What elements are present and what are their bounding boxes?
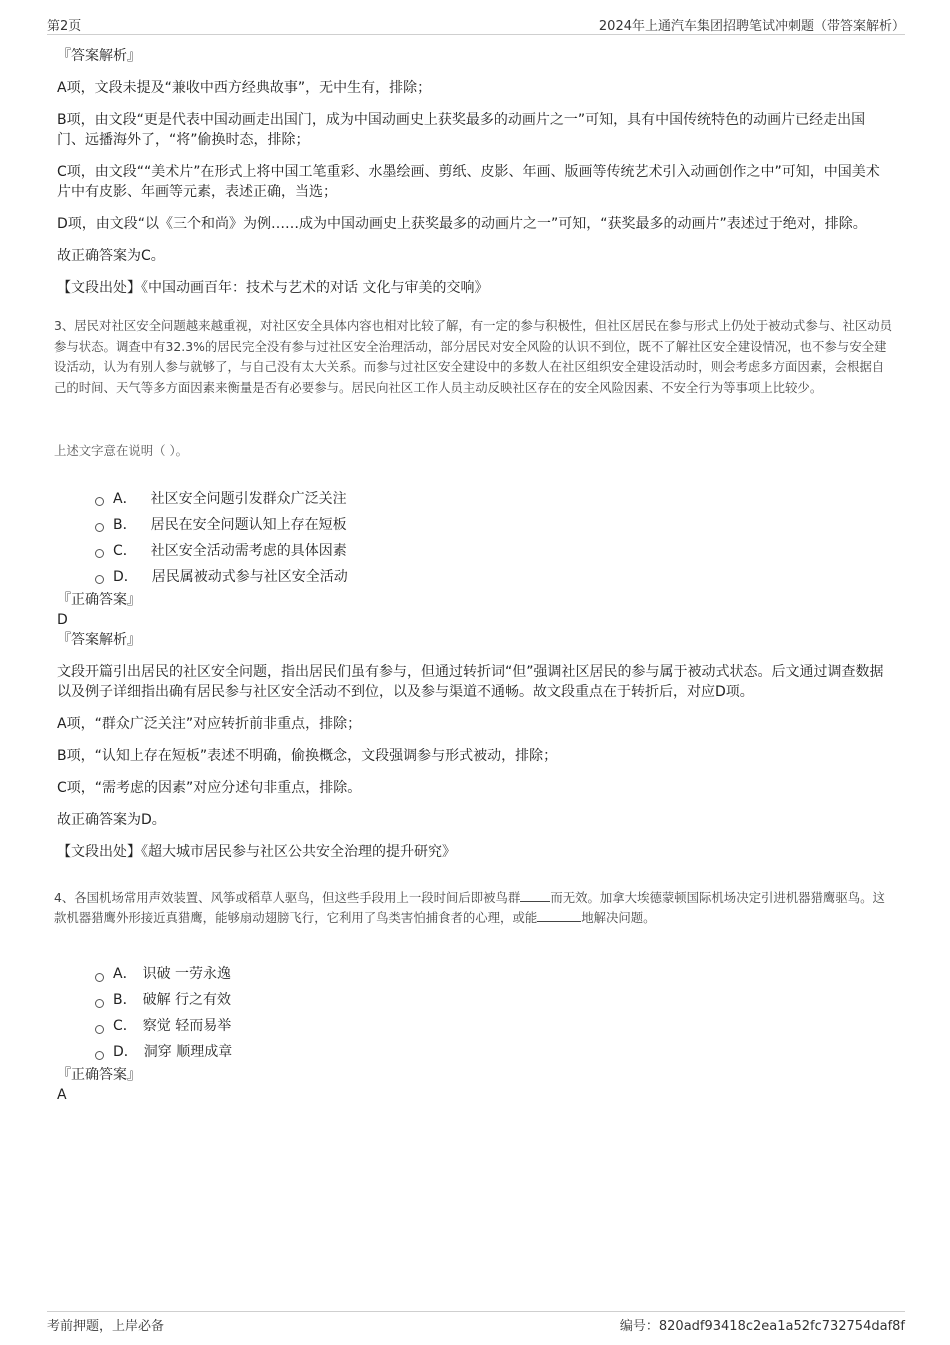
option-text: 破解 行之有效 xyxy=(142,992,232,1009)
radio-icon[interactable] xyxy=(95,549,104,558)
analysis-conclusion: 故正确答案为D。 xyxy=(57,811,166,828)
answer-value: D xyxy=(57,611,68,628)
analysis-paragraph: D项，由文段“以《三个和尚》为例……成为中国动画史上获奖最多的动画片之一”可知，“获奖最多的动画片”表述过于绝对，排除。 xyxy=(57,216,867,232)
radio-icon[interactable] xyxy=(95,999,104,1008)
option-c[interactable] xyxy=(95,538,892,564)
answer-label: 『正确答案』 xyxy=(57,591,141,608)
option-letter: B． xyxy=(113,992,137,1009)
option-a[interactable] xyxy=(95,961,892,987)
footer-slogan: 考前押题，上岸必备 xyxy=(47,1319,165,1334)
analysis-paragraph: B项，由文段“更是代表中国动画走出国门，成为中国动画史上获奖最多的动画片之一”可知，具有中国传统特色的动画片已经走出国门、远播海外了，“将”偷换时态，排除； xyxy=(57,112,866,148)
option-letter: C． xyxy=(113,542,137,559)
option-list xyxy=(95,961,892,1065)
option-text: 察觉 轻而易举 xyxy=(142,1018,232,1035)
radio-icon[interactable] xyxy=(95,497,104,506)
page-footer xyxy=(47,1311,905,1336)
option-d[interactable] xyxy=(95,564,892,590)
analysis-paragraph: C项，“需考虑的因素”对应分述句非重点，排除。 xyxy=(57,779,362,796)
option-c[interactable] xyxy=(95,1013,892,1039)
analysis-paragraph: A项，“群众广泛关注”对应转折前非重点，排除； xyxy=(57,715,362,732)
option-text: 居民属被动式参与社区安全活动 xyxy=(151,568,348,585)
radio-icon[interactable] xyxy=(95,973,104,982)
radio-icon[interactable] xyxy=(95,575,104,584)
analysis-conclusion: 故正确答案为C。 xyxy=(57,248,165,264)
option-letter: A． xyxy=(113,966,137,983)
radio-icon[interactable] xyxy=(95,1051,104,1060)
option-text: 社区安全活动需考虑的具体因素 xyxy=(150,542,347,559)
radio-icon[interactable] xyxy=(95,1025,104,1034)
analysis-paragraph: C项，由文段““美术片”在形式上将中国工笔重彩、水墨绘画、剪纸、皮影、年画、版画等传统艺术引入动画创作之中”可知，中国美术片中有皮影、年画等元素，表述正确，当选； xyxy=(57,164,880,200)
option-text: 洞穿 顺理成章 xyxy=(143,1044,233,1061)
option-letter: A． xyxy=(113,490,137,507)
question-text: 3、居民对社区安全问题越来越重视，对社区安全具体内容也相对比较了解，有一定的参与积极性，但社区居民在参与形式上仍处于被动式参与、社区动员参与状态。调查中有32.3%的居民完全没有参与过社区安全治理活动，部分居民对安全风险的认识不到位，既不了解社区安全建设情况，也不参与安全建设活动，认为有别人参与就够了，与自己没有太大关系。而参与过社区安全建设中的多数人在社区组织安全建设活动时，则会考虑多方面因素，会根据自己的时间、天气等多方面因素来衡量是否有必要参与。居民向社区工作人员主动反映社区存在的安全风险因素、不安全行为等事项上比较少。 xyxy=(54,318,893,395)
source-citation: 【文段出处】《超大城市居民参与社区公共安全治理的提升研究》 xyxy=(57,843,456,860)
analysis-paragraph: 文段开篇引出居民的社区安全问题，指出居民们虽有参与，但通过转折词“但”强调社区居民的参与属于被动式状态。后文通过调查数据以及例子详细指出确有居民参与社区安全活动不到位，以及参与渠道不通畅。故文段重点在于转折后，对应D项。 xyxy=(57,663,884,700)
option-list xyxy=(95,486,892,590)
answer-value: A xyxy=(57,1087,67,1104)
question-stem: 上述文字意在说明（ ）。 xyxy=(54,443,189,459)
analysis-label: 『答案解析』 xyxy=(57,48,141,64)
option-d[interactable] xyxy=(95,1039,892,1065)
option-text: 社区安全问题引发群众广泛关注 xyxy=(150,490,347,507)
option-letter: D． xyxy=(113,568,138,585)
option-letter: D． xyxy=(113,1044,138,1061)
question-text: 4、各国机场常用声效装置、风筝或稻草人驱鸟，但这些手段用上一段时间后即被鸟群 而无效。加拿大埃德蒙顿国际机场决定引进机器猎鹰驱鸟。这款机器猎鹰外形接近真猎鹰，能够扇动翅膀飞行，它利用了鸟类害怕捕食者的心理，或能 地解决问题。 xyxy=(54,889,885,926)
page-number: 第2页 xyxy=(47,19,82,34)
analysis-label: 『答案解析』 xyxy=(57,631,141,648)
option-b[interactable] xyxy=(95,987,892,1013)
radio-icon[interactable] xyxy=(95,523,104,532)
option-letter: B． xyxy=(113,516,137,533)
fill-blank xyxy=(520,889,550,902)
option-text: 居民在安全问题认知上存在短板 xyxy=(150,516,347,533)
page-header xyxy=(47,12,905,35)
option-letter: C． xyxy=(113,1018,137,1035)
option-a[interactable] xyxy=(95,486,892,512)
option-text: 识破 一劳永逸 xyxy=(142,966,232,983)
fill-blank xyxy=(537,909,581,922)
analysis-paragraph: B项，“认知上存在短板”表述不明确，偷换概念，文段强调参与形式被动，排除； xyxy=(57,747,558,764)
page-content xyxy=(54,46,893,1105)
option-b[interactable] xyxy=(95,512,892,538)
answer-label: 『正确答案』 xyxy=(57,1067,141,1084)
document-code: 编号：820adf93418c2ea1a52fc732754daf8f xyxy=(619,1319,905,1334)
analysis-paragraph: A项，文段未提及“兼收中西方经典故事”，无中生有，排除； xyxy=(57,80,432,96)
source-citation: 【文段出处】《中国动画百年：技术与艺术的对话 文化与审美的交响》 xyxy=(57,280,489,296)
document-title: 2024年上通汽车集团招聘笔试冲刺题（带答案解析） xyxy=(598,19,905,34)
